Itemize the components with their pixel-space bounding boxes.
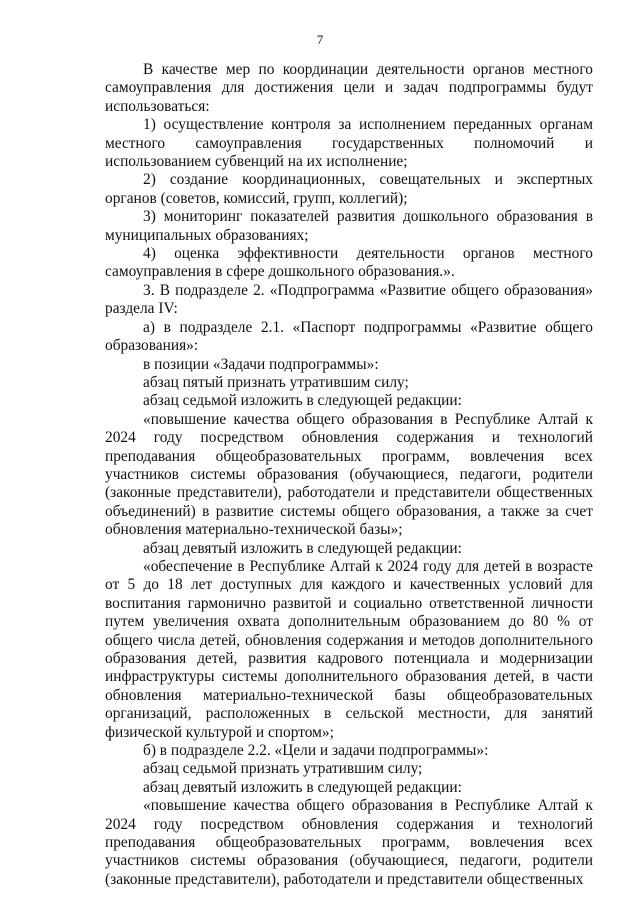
page-number: 7 [316,32,324,47]
paragraph-seventh-new: абзац седьмой изложить в следующей редакции: [143,392,462,410]
paragraph-measure-2: 2) создание координационных, совещательных и экспертных органов (советов, комиссий, групп, коллегий); [105,171,593,207]
paragraph-measure-1: 1) осуществление контроля за исполнением переданных органам местного самоуправления государственных полномочий и использованием субвенций на их исполнение; [105,116,593,171]
paragraph-quote-quality-2: «повышение качества общего образования в Республике Алтай к 2024 году посредством обновления содержания и технологий преподавания общеобразовательных программ, вовлечения всех участников системы образования (обучающиеся, педагоги, родители (законные представители), работодатели и представители общественных [105,797,593,888]
paragraph-quote-quality-1: «повышение качества общего образования в Республике Алтай к 2024 году посредством обновления содержания и технологий преподавания общеобразовательных программ, вовлечения всех участников системы образования (обучающиеся, педагоги, родители (законные представители), работодатели и представители общественных объединений) в развитие системы общего образования, а также за счет обновления материально-технической базы»; [105,410,593,539]
paragraph-section-3: 3. В подразделе 2. «Подпрограмма «Развитие общего образования» раздела IV: [105,281,593,318]
paragraph-quote-provision: «обеспечение в Республике Алтай к 2024 году для детей в возрасте от 5 до 18 лет доступных для каждого и качественных условий для воспитания гармонично развитой и социально ответственной личности путем увеличения охвата дополнительным образованием до 80 % от общего числа детей, обновления содержания и методов дополнительного образования детей, развития кадрового потенциала и модернизации инфраструктуры системы дополнительного образования детей, в части обновления материально-технической базы общеобразовательных организаций, расположенных в сельской местности, для занятий физической культурой и спортом»; [105,557,593,741]
paragraph-measure-4: 4) оценка эффективности деятельности органов местного самоуправления в сфере дошкольного образования.». [105,245,593,281]
paragraph-seventh-void: абзац седьмой признать утратившим силу; [143,760,423,778]
paragraph-coordination-intro: В качестве мер по координации деятельности органов местного самоуправления для достижения цели и задач подпрограммы будут использоваться: [105,61,593,115]
paragraph-item-b: б) в подразделе 2.2. «Цели и задачи подпрограммы»: [143,742,489,760]
paragraph-tasks-position: в позиции «Задачи подпрограммы»: [143,355,379,373]
paragraph-ninth-new: абзац девятый изложить в следующей редакции: [143,539,462,557]
paragraph-fifth-void: абзац пятый признать утратившим силу; [143,373,409,391]
paragraph-item-a: а) в подразделе 2.1. «Паспорт подпрограммы «Развитие общего образования»: [105,318,593,355]
paragraph-measure-3: 3) мониторинг показателей развития дошкольного образования в муниципальных образованиях; [105,208,593,244]
paragraph-ninth-new-2: абзац девятый изложить в следующей редакции: [143,778,462,796]
document-body [105,61,593,889]
